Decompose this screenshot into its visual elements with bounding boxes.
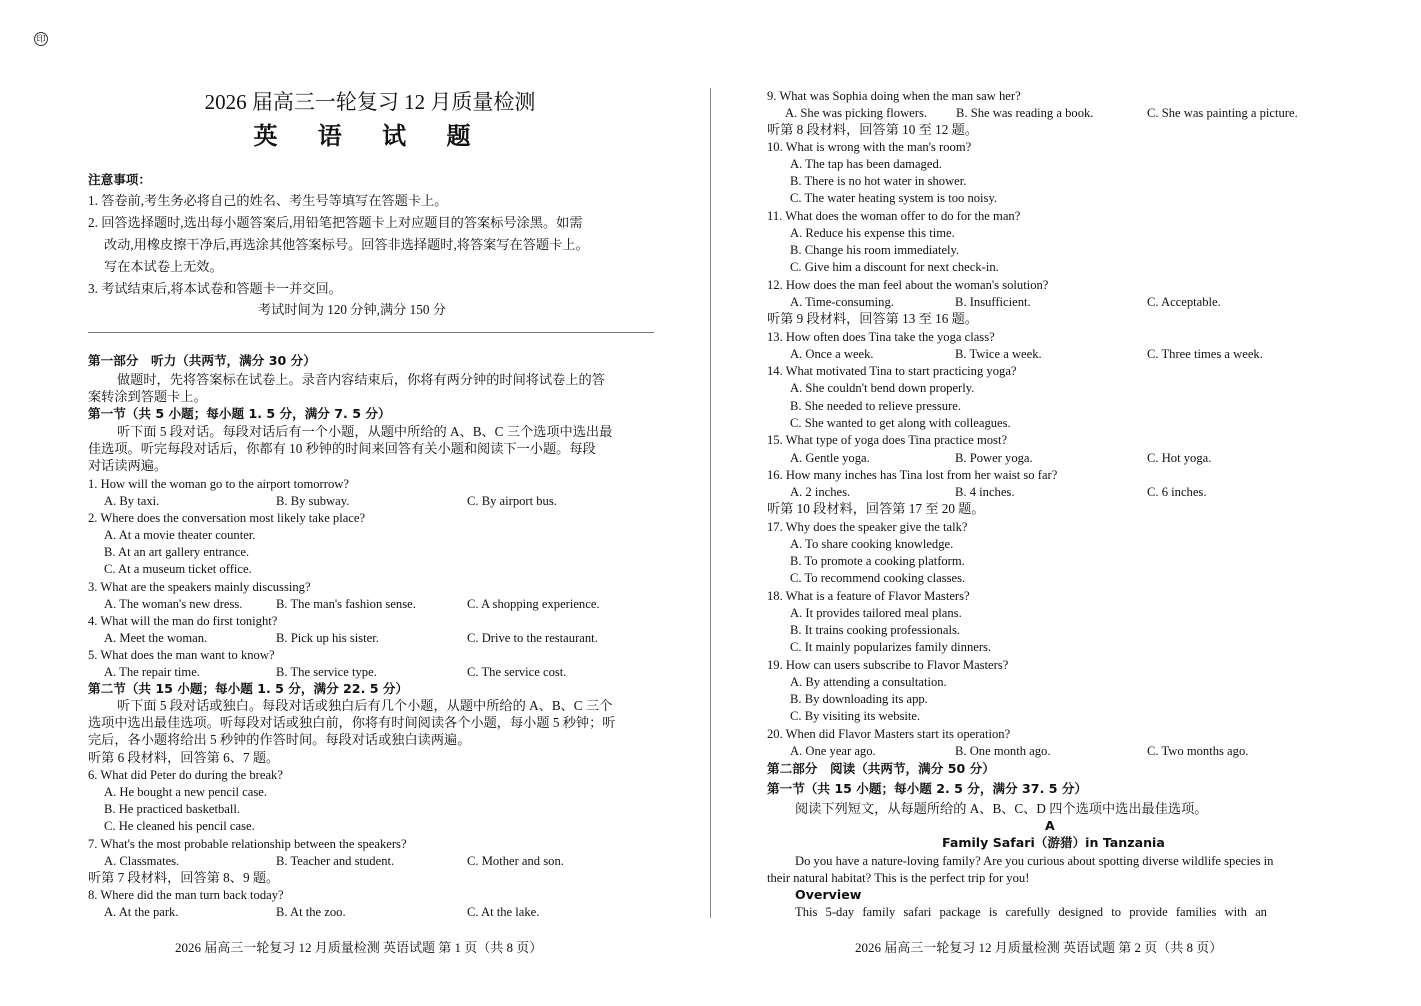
material-heading: 听第 9 段材料，回答第 13 至 16 题。	[767, 311, 978, 326]
option: A. She was picking flowers.	[785, 106, 928, 120]
option: B. 4 inches.	[955, 485, 1015, 499]
question-7: 7. What's the most probable relationship between the speakers?	[88, 837, 407, 851]
section2-intro: 完后，各小题将给出 5 秒钟的作答时间。每段对话或独白读两遍。	[88, 732, 471, 747]
section1-intro: 对话读两遍。	[88, 458, 168, 473]
part2-title: 第二部分 阅读（共两节，满分 50 分）	[767, 761, 995, 776]
question-2: 2. Where does the conversation most likely take place?	[88, 511, 366, 525]
section2-intro: 选项中选出最佳选项。听每段对话或独白前，你将有时间阅读各个小题，每小题 5 秒钟；听	[88, 715, 616, 730]
option: B. Insufficient.	[955, 295, 1031, 309]
note-line: 2. 回答选择题时,选出每小题答案后,用铅笔把答题卡上对应题目的答案标号涂黑。如需	[88, 215, 583, 230]
option: C. Two months ago.	[1147, 744, 1249, 758]
option: B. Pick up his sister.	[276, 631, 379, 645]
option: C. The water heating system is too noisy.	[790, 191, 998, 205]
option: C. At the lake.	[467, 905, 540, 919]
option: A. At the park.	[104, 905, 179, 919]
option: A. The tap has been damaged.	[790, 157, 942, 171]
option: B. There is no hot water in shower.	[790, 174, 967, 188]
part1-title: 第一部分 听力（共两节，满分 30 分）	[88, 353, 316, 368]
option: C. The service cost.	[467, 665, 567, 679]
option: C. By visiting its website.	[790, 709, 921, 723]
passage-line: Do you have a nature-loving family? Are you curious about spotting diverse wildlife species in	[795, 854, 1274, 868]
option: A. Meet the woman.	[104, 631, 208, 645]
part1-intro: 做题时，先将答案标在试卷上。录音内容结束后，你将有两分钟的时间将试卷上的答	[117, 372, 605, 387]
note-line: 写在本试卷上无效。	[104, 259, 223, 274]
material-heading: 听第 6 段材料，回答第 6、7 题。	[88, 750, 280, 765]
option: A. Reduce his expense this time.	[790, 226, 955, 240]
option: C. She was painting a picture.	[1147, 106, 1298, 120]
option: C. Three times a week.	[1147, 347, 1263, 361]
option: A. Once a week.	[790, 347, 874, 361]
option: A. Gentle yoga.	[790, 451, 870, 465]
option: C. Give him a discount for next check-in.	[790, 260, 999, 274]
page-footer: 2026 届高三一轮复习 12 月质量检测 英语试题 第 2 页（共 8 页）	[855, 940, 1223, 955]
question-17: 17. Why does the speaker give the talk?	[767, 520, 968, 534]
option: B. By subway.	[276, 494, 350, 508]
option: B. To promote a cooking platform.	[790, 554, 965, 568]
option: C. 6 inches.	[1147, 485, 1207, 499]
option: A. By attending a consultation.	[790, 675, 947, 689]
section2-title: 第二节（共 15 小题；每小题 1. 5 分，满分 22. 5 分）	[88, 681, 409, 696]
overview-heading: Overview	[795, 887, 862, 902]
option: C. She wanted to get along with colleagues.	[790, 416, 1011, 430]
subject-title: 英 语 试 题	[253, 122, 487, 150]
option: B. He practiced basketball.	[104, 802, 241, 816]
option: C. Mother and son.	[467, 854, 564, 868]
option: B. The man's fashion sense.	[276, 597, 416, 611]
option: A. To share cooking knowledge.	[790, 537, 954, 551]
option: A. She couldn't bend down properly.	[790, 381, 975, 395]
option: C. By airport bus.	[467, 494, 557, 508]
question-10: 10. What is wrong with the man's room?	[767, 140, 972, 154]
material-heading: 听第 10 段材料，回答第 17 至 20 题。	[767, 501, 985, 516]
option: B. She was reading a book.	[956, 106, 1094, 120]
option: C. He cleaned his pencil case.	[104, 819, 255, 833]
option: A. He bought a new pencil case.	[104, 785, 267, 799]
question-16: 16. How many inches has Tina lost from her waist so far?	[767, 468, 1058, 482]
notes-heading: 注意事项：	[88, 172, 151, 187]
question-9: 9. What was Sophia doing when the man saw her?	[767, 89, 1021, 103]
option: A. By taxi.	[104, 494, 160, 508]
option: B. Twice a week.	[955, 347, 1042, 361]
option: A. The repair time.	[104, 665, 200, 679]
note-line: 改动,用橡皮擦干净后,再选涂其他答案标号。回答非选择题时,将答案写在答题卡上。	[104, 237, 589, 252]
option: C. Hot yoga.	[1147, 451, 1212, 465]
material-heading: 听第 7 段材料，回答第 8、9 题。	[88, 870, 280, 885]
question-20: 20. When did Flavor Masters start its operation?	[767, 727, 1011, 741]
option: B. Change his room immediately.	[790, 243, 960, 257]
option: C. A shopping experience.	[467, 597, 600, 611]
material-heading: 听第 8 段材料，回答第 10 至 12 题。	[767, 122, 978, 137]
option: B. By downloading its app.	[790, 692, 928, 706]
section1-intro: 听下面 5 段对话。每段对话后有一个小题，从题中所给的 A、B、C 三个选项中选出最	[117, 424, 613, 439]
passage-title: Family Safari（游猎）in Tanzania	[942, 835, 1165, 850]
question-18: 18. What is a feature of Flavor Masters?	[767, 589, 970, 603]
option: A. Classmates.	[104, 854, 180, 868]
option: B. It trains cooking professionals.	[790, 623, 960, 637]
section2-intro: 听下面 5 段对话或独白。每段对话或独白后有几个小题，从题中所给的 A、B、C 三个	[117, 698, 613, 713]
option: C. Acceptable.	[1147, 295, 1221, 309]
exam-title: 2026 届高三一轮复习 12 月质量检测	[204, 90, 536, 114]
option: B. One month ago.	[955, 744, 1051, 758]
column-divider	[710, 88, 711, 918]
question-4: 4. What will the man do first tonight?	[88, 614, 278, 628]
divider	[88, 332, 654, 333]
part1-intro: 案转涂到答题卡上。	[88, 389, 207, 404]
page-footer: 2026 届高三一轮复习 12 月质量检测 英语试题 第 1 页（共 8 页）	[175, 940, 543, 955]
section1-intro: 佳选项。听完每段对话后，你都有 10 秒钟的时间来回答有关小题和阅读下一小题。每段	[88, 441, 596, 456]
section1-title: 第一节（共 5 小题；每小题 1. 5 分，满分 7. 5 分）	[88, 406, 391, 421]
question-8: 8. Where did the man turn back today?	[88, 888, 284, 902]
passage-line: their natural habitat? This is the perfect trip for you!	[767, 871, 1030, 885]
option: B. Power yoga.	[955, 451, 1033, 465]
option: A. 2 inches.	[790, 485, 851, 499]
option: B. Teacher and student.	[276, 854, 395, 868]
option: B. At an art gallery entrance.	[104, 545, 250, 559]
option: C. At a museum ticket office.	[104, 562, 252, 576]
option: A. The woman's new dress.	[104, 597, 243, 611]
passage-letter: A	[1045, 818, 1055, 833]
option: A. It provides tailored meal plans.	[790, 606, 962, 620]
question-1: 1. How will the woman go to the airport tomorrow?	[88, 477, 349, 491]
option: C. To recommend cooking classes.	[790, 571, 966, 585]
option: C. It mainly popularizes family dinners.	[790, 640, 992, 654]
question-5: 5. What does the man want to know?	[88, 648, 275, 662]
option: A. One year ago.	[790, 744, 876, 758]
question-13: 13. How often does Tina take the yoga class?	[767, 330, 995, 344]
part2-section1-title: 第一节（共 15 小题；每小题 2. 5 分，满分 37. 5 分）	[767, 781, 1088, 796]
corner-seal: 印	[34, 32, 48, 46]
note-line: 1. 答卷前,考生务必将自己的姓名、考生号等填写在答题卡上。	[88, 193, 448, 208]
option: A. Time-consuming.	[790, 295, 894, 309]
question-11: 11. What does the woman offer to do for the man?	[767, 209, 1021, 223]
option: B. She needed to relieve pressure.	[790, 399, 962, 413]
question-15: 15. What type of yoga does Tina practice most?	[767, 433, 1008, 447]
option: A. At a movie theater counter.	[104, 528, 256, 542]
option: C. Drive to the restaurant.	[467, 631, 598, 645]
exam-time: 考试时间为 120 分钟,满分 150 分	[258, 302, 446, 317]
part2-section1-intro: 阅读下列短文，从每题所给的 A、B、C、D 四个选项中选出最佳选项。	[795, 801, 1208, 816]
question-3: 3. What are the speakers mainly discussing?	[88, 580, 311, 594]
option: B. At the zoo.	[276, 905, 346, 919]
question-12: 12. How does the man feel about the woman's solution?	[767, 278, 1049, 292]
question-19: 19. How can users subscribe to Flavor Masters?	[767, 658, 1009, 672]
option: B. The service type.	[276, 665, 377, 679]
passage-line: This 5-day family safari package is carefully designed to provide families with an	[795, 905, 1267, 919]
question-14: 14. What motivated Tina to start practicing yoga?	[767, 364, 1017, 378]
question-6: 6. What did Peter do during the break?	[88, 768, 283, 782]
note-line: 3. 考试结束后,将本试卷和答题卡一并交回。	[88, 281, 342, 296]
